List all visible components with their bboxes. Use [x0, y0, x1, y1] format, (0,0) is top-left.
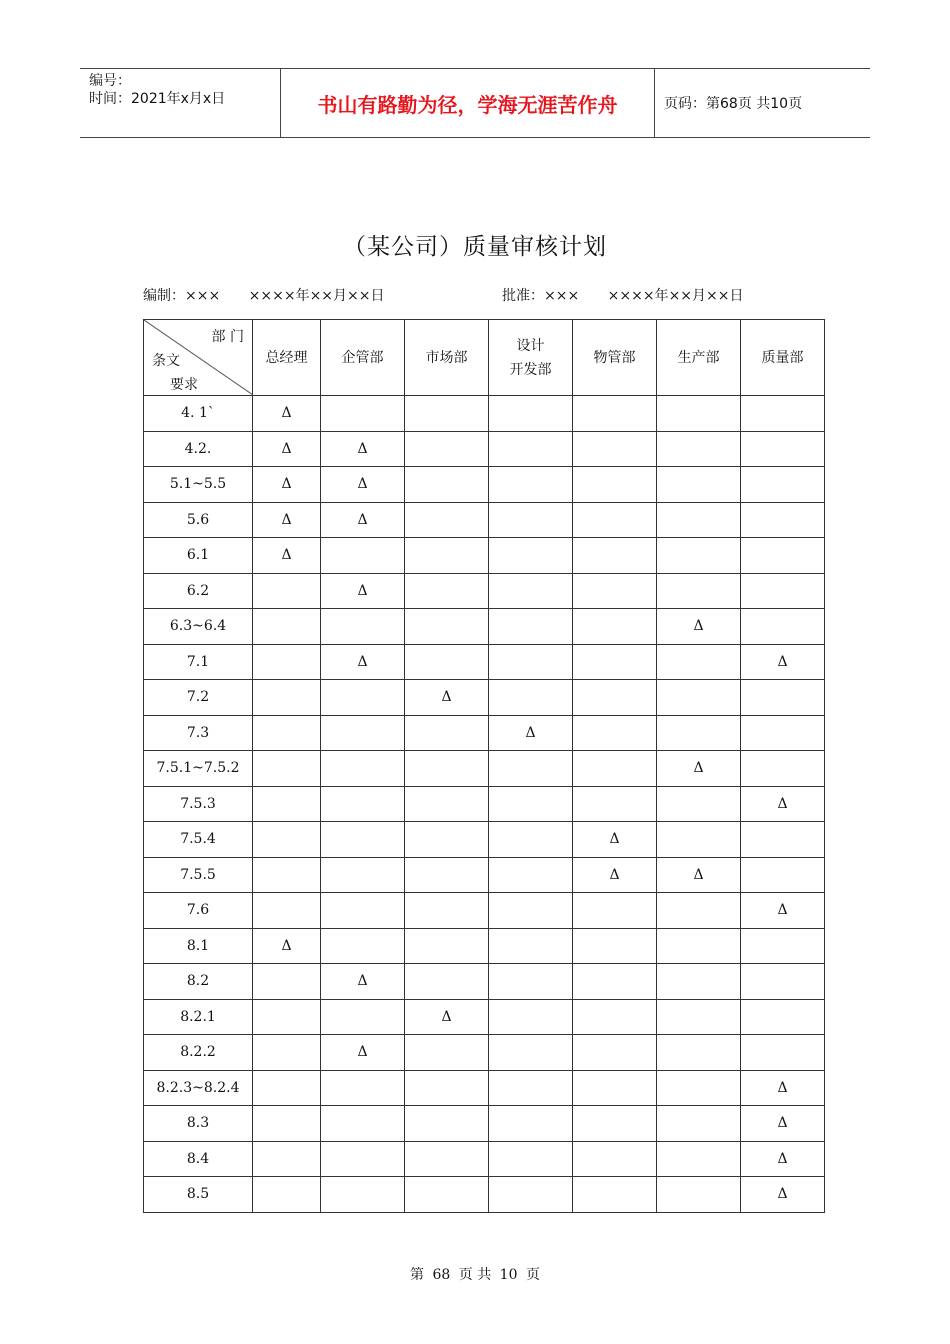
- table-row: [144, 396, 825, 432]
- clause-cell: 8.1: [144, 928, 253, 964]
- empty-cell: [405, 644, 489, 680]
- empty-cell: [253, 751, 321, 787]
- empty-cell: [405, 1106, 489, 1142]
- clause-cell: 8.2.3~8.2.4: [144, 1070, 253, 1106]
- empty-cell: [489, 573, 573, 609]
- clause-cell: 6.2: [144, 573, 253, 609]
- empty-cell: [321, 786, 405, 822]
- compiled-label: 编制：×××: [143, 288, 221, 304]
- empty-cell: [253, 1106, 321, 1142]
- clause-cell: 8.4: [144, 1141, 253, 1177]
- empty-cell: [489, 786, 573, 822]
- empty-cell: [321, 822, 405, 858]
- mark-cell: Δ: [253, 928, 321, 964]
- clause-cell: 8.2.1: [144, 999, 253, 1035]
- mark-cell: Δ: [321, 1035, 405, 1071]
- empty-cell: [405, 751, 489, 787]
- table-row: [144, 1177, 825, 1213]
- column-header: 生产部: [657, 320, 741, 396]
- empty-cell: [573, 751, 657, 787]
- empty-cell: [741, 822, 825, 858]
- table-row: [144, 502, 825, 538]
- empty-cell: [657, 786, 741, 822]
- empty-cell: [321, 715, 405, 751]
- empty-cell: [405, 964, 489, 1000]
- clause-cell: 7.1: [144, 644, 253, 680]
- corner-requirement-label: 要求: [170, 377, 198, 393]
- column-header: 企管部: [321, 320, 405, 396]
- empty-cell: [321, 1106, 405, 1142]
- table-row: [144, 644, 825, 680]
- empty-cell: [573, 502, 657, 538]
- footer-mid: 页 共: [458, 1267, 492, 1283]
- clause-cell: 7.5.3: [144, 786, 253, 822]
- empty-cell: [489, 609, 573, 645]
- table-row: [144, 1070, 825, 1106]
- empty-cell: [321, 928, 405, 964]
- empty-cell: [573, 1141, 657, 1177]
- table-row: [144, 538, 825, 574]
- empty-cell: [405, 1070, 489, 1106]
- empty-cell: [253, 999, 321, 1035]
- empty-cell: [657, 822, 741, 858]
- header-page-info: 页码：第68页 共10页: [664, 96, 803, 112]
- empty-cell: [253, 786, 321, 822]
- clause-cell: 5.6: [144, 502, 253, 538]
- compiled-info: [143, 285, 389, 305]
- empty-cell: [489, 822, 573, 858]
- empty-cell: [405, 857, 489, 893]
- mark-cell: Δ: [741, 893, 825, 929]
- mark-cell: Δ: [489, 715, 573, 751]
- empty-cell: [489, 538, 573, 574]
- clause-cell: 8.5: [144, 1177, 253, 1213]
- clause-cell: 7.3: [144, 715, 253, 751]
- empty-cell: [405, 928, 489, 964]
- mark-cell: Δ: [253, 431, 321, 467]
- empty-cell: [573, 786, 657, 822]
- empty-cell: [489, 680, 573, 716]
- empty-cell: [657, 1141, 741, 1177]
- empty-cell: [657, 1177, 741, 1213]
- clause-cell: 7.6: [144, 893, 253, 929]
- empty-cell: [657, 928, 741, 964]
- empty-cell: [657, 573, 741, 609]
- empty-cell: [489, 1106, 573, 1142]
- empty-cell: [741, 467, 825, 503]
- empty-cell: [573, 964, 657, 1000]
- empty-cell: [253, 644, 321, 680]
- empty-cell: [741, 538, 825, 574]
- table-row: [144, 1106, 825, 1142]
- empty-cell: [741, 928, 825, 964]
- table-row: [144, 928, 825, 964]
- empty-cell: [321, 751, 405, 787]
- column-header: 质量部: [741, 320, 825, 396]
- empty-cell: [321, 1141, 405, 1177]
- empty-cell: [573, 396, 657, 432]
- page-header: [80, 68, 870, 138]
- clause-cell: 8.2.2: [144, 1035, 253, 1071]
- empty-cell: [321, 396, 405, 432]
- empty-cell: [405, 893, 489, 929]
- mark-cell: Δ: [741, 1141, 825, 1177]
- empty-cell: [489, 1035, 573, 1071]
- empty-cell: [489, 502, 573, 538]
- empty-cell: [573, 1106, 657, 1142]
- empty-cell: [573, 1070, 657, 1106]
- empty-cell: [489, 928, 573, 964]
- clause-cell: 7.5.4: [144, 822, 253, 858]
- empty-cell: [321, 857, 405, 893]
- approved-date: ××××年××月××日: [607, 288, 744, 304]
- empty-cell: [573, 999, 657, 1035]
- empty-cell: [253, 1141, 321, 1177]
- table-row: [144, 857, 825, 893]
- mark-cell: Δ: [321, 964, 405, 1000]
- approved-label: 批准：×××: [502, 288, 580, 304]
- clause-cell: 8.3: [144, 1106, 253, 1142]
- document-title: （某公司）质量审核计划: [343, 234, 607, 260]
- table-row: [144, 786, 825, 822]
- empty-cell: [321, 538, 405, 574]
- mark-cell: Δ: [741, 1070, 825, 1106]
- table-row: [144, 1035, 825, 1071]
- empty-cell: [253, 609, 321, 645]
- empty-cell: [489, 644, 573, 680]
- mark-cell: Δ: [253, 538, 321, 574]
- empty-cell: [253, 893, 321, 929]
- empty-cell: [741, 431, 825, 467]
- empty-cell: [253, 822, 321, 858]
- clause-cell: 4. 1`: [144, 396, 253, 432]
- table-row: [144, 609, 825, 645]
- empty-cell: [489, 751, 573, 787]
- empty-cell: [573, 928, 657, 964]
- mark-cell: Δ: [321, 431, 405, 467]
- empty-cell: [741, 609, 825, 645]
- mark-cell: Δ: [405, 680, 489, 716]
- empty-cell: [405, 573, 489, 609]
- mark-cell: Δ: [321, 502, 405, 538]
- empty-cell: [657, 1035, 741, 1071]
- footer-page-number: 68: [432, 1267, 451, 1283]
- clause-cell: 7.5.1~7.5.2: [144, 751, 253, 787]
- empty-cell: [573, 573, 657, 609]
- empty-cell: [489, 1141, 573, 1177]
- empty-cell: [741, 715, 825, 751]
- empty-cell: [321, 999, 405, 1035]
- empty-cell: [573, 431, 657, 467]
- table-header-row: [144, 320, 825, 396]
- empty-cell: [741, 1035, 825, 1071]
- empty-cell: [405, 715, 489, 751]
- empty-cell: [657, 396, 741, 432]
- empty-cell: [741, 573, 825, 609]
- empty-cell: [741, 751, 825, 787]
- empty-cell: [489, 1177, 573, 1213]
- compiled-date: ××××年××月××日: [248, 288, 385, 304]
- header-time-label: 时间：2021年x月x日: [89, 91, 226, 107]
- table-row: [144, 999, 825, 1035]
- mark-cell: Δ: [253, 502, 321, 538]
- table-row: [144, 1141, 825, 1177]
- table-row: [144, 431, 825, 467]
- empty-cell: [405, 822, 489, 858]
- empty-cell: [573, 893, 657, 929]
- corner-clause-label: 条文: [152, 353, 180, 369]
- clause-cell: 7.5.5: [144, 857, 253, 893]
- empty-cell: [573, 644, 657, 680]
- empty-cell: [657, 1106, 741, 1142]
- empty-cell: [573, 467, 657, 503]
- empty-cell: [657, 715, 741, 751]
- empty-cell: [405, 502, 489, 538]
- clause-cell: 4.2.: [144, 431, 253, 467]
- empty-cell: [489, 857, 573, 893]
- table-row: [144, 893, 825, 929]
- clause-cell: 5.1~5.5: [144, 467, 253, 503]
- table-row: [144, 751, 825, 787]
- empty-cell: [253, 1070, 321, 1106]
- mark-cell: Δ: [741, 786, 825, 822]
- empty-cell: [573, 680, 657, 716]
- mark-cell: Δ: [741, 1177, 825, 1213]
- empty-cell: [321, 1070, 405, 1106]
- empty-cell: [489, 1070, 573, 1106]
- empty-cell: [489, 467, 573, 503]
- empty-cell: [489, 396, 573, 432]
- empty-cell: [405, 1177, 489, 1213]
- header-slogan: 书山有路勤为径，学海无涯苦作舟: [281, 69, 655, 137]
- empty-cell: [741, 999, 825, 1035]
- mark-cell: Δ: [321, 644, 405, 680]
- empty-cell: [657, 964, 741, 1000]
- table-row: [144, 467, 825, 503]
- clause-cell: 6.3~6.4: [144, 609, 253, 645]
- empty-cell: [657, 502, 741, 538]
- empty-cell: [405, 396, 489, 432]
- empty-cell: [489, 964, 573, 1000]
- table-row: [144, 680, 825, 716]
- empty-cell: [321, 680, 405, 716]
- mark-cell: Δ: [321, 573, 405, 609]
- empty-cell: [657, 644, 741, 680]
- empty-cell: [253, 715, 321, 751]
- table-row: [144, 573, 825, 609]
- empty-cell: [253, 1035, 321, 1071]
- empty-cell: [253, 964, 321, 1000]
- table-row: [144, 964, 825, 1000]
- table-row: [144, 822, 825, 858]
- header-number-label: 编号：: [89, 73, 131, 89]
- audit-plan-table: [143, 319, 825, 1213]
- column-header: 设计 开发部: [489, 320, 573, 396]
- empty-cell: [573, 1177, 657, 1213]
- clause-cell: 6.1: [144, 538, 253, 574]
- empty-cell: [253, 1177, 321, 1213]
- empty-cell: [405, 1035, 489, 1071]
- page-footer: [0, 1264, 950, 1284]
- mark-cell: Δ: [657, 751, 741, 787]
- empty-cell: [489, 431, 573, 467]
- empty-cell: [573, 538, 657, 574]
- empty-cell: [741, 502, 825, 538]
- empty-cell: [573, 1035, 657, 1071]
- empty-cell: [405, 467, 489, 503]
- mark-cell: Δ: [321, 467, 405, 503]
- header-info-cell: [80, 69, 281, 137]
- empty-cell: [405, 538, 489, 574]
- empty-cell: [741, 396, 825, 432]
- empty-cell: [657, 1070, 741, 1106]
- mark-cell: Δ: [741, 644, 825, 680]
- empty-cell: [657, 680, 741, 716]
- empty-cell: [253, 857, 321, 893]
- mark-cell: Δ: [573, 822, 657, 858]
- mark-cell: Δ: [657, 609, 741, 645]
- table-row: [144, 715, 825, 751]
- empty-cell: [405, 786, 489, 822]
- empty-cell: [657, 467, 741, 503]
- empty-cell: [741, 680, 825, 716]
- mark-cell: Δ: [657, 857, 741, 893]
- empty-cell: [405, 609, 489, 645]
- mark-cell: Δ: [405, 999, 489, 1035]
- empty-cell: [657, 999, 741, 1035]
- clause-cell: 8.2: [144, 964, 253, 1000]
- clause-cell: 7.2: [144, 680, 253, 716]
- column-header: 物管部: [573, 320, 657, 396]
- empty-cell: [489, 999, 573, 1035]
- footer-suffix: 页: [525, 1267, 540, 1283]
- mark-cell: Δ: [573, 857, 657, 893]
- approved-info: [502, 285, 748, 305]
- column-header: 总经理: [253, 320, 321, 396]
- empty-cell: [741, 964, 825, 1000]
- empty-cell: [253, 573, 321, 609]
- empty-cell: [405, 431, 489, 467]
- corner-header-cell: [144, 320, 253, 396]
- empty-cell: [321, 893, 405, 929]
- empty-cell: [741, 857, 825, 893]
- corner-department-label: 部 门: [211, 329, 244, 345]
- mark-cell: Δ: [741, 1106, 825, 1142]
- footer-total-pages: 10: [499, 1267, 518, 1283]
- empty-cell: [657, 431, 741, 467]
- footer-prefix: 第: [410, 1267, 425, 1283]
- column-header: 市场部: [405, 320, 489, 396]
- mark-cell: Δ: [253, 396, 321, 432]
- empty-cell: [573, 715, 657, 751]
- empty-cell: [321, 609, 405, 645]
- empty-cell: [253, 680, 321, 716]
- empty-cell: [657, 893, 741, 929]
- empty-cell: [489, 893, 573, 929]
- empty-cell: [657, 538, 741, 574]
- empty-cell: [405, 1141, 489, 1177]
- empty-cell: [573, 609, 657, 645]
- empty-cell: [321, 1177, 405, 1213]
- mark-cell: Δ: [253, 467, 321, 503]
